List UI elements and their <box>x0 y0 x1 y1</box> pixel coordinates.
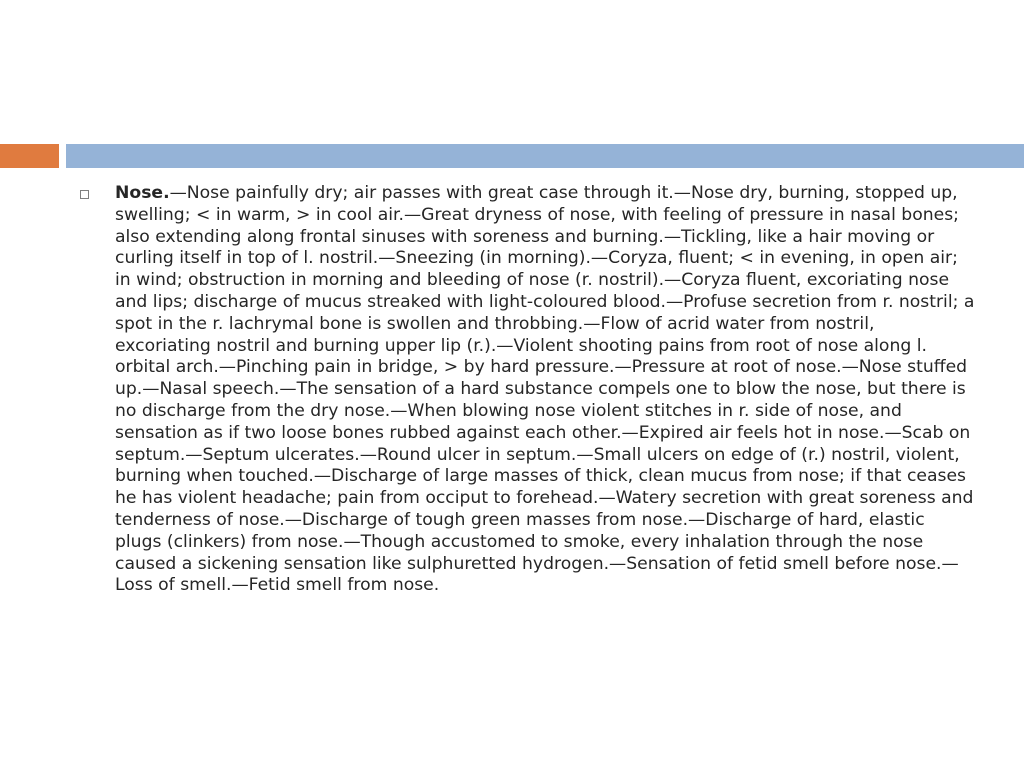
accent-bar-blue <box>66 144 1024 168</box>
section-heading: Nose. <box>115 183 170 203</box>
section-text: —Nose painfully dry; air passes with great case through it.—Nose dry, burning, stopped up, swelling; < in warm, > in cool air.—Great dryness of nose, with feeling of pressure in nasal bones; also extending along frontal sinuses with soreness and burning.—Tickling, like a hair moving or curling itself in top of l. nostril.—Sneezing (in morning).—Coryza, fluent; < in evening, in open air; in wind; obstruction in morning and bleeding of nose (r. nostril).—Coryza fluent, excoriating nose and lips; discharge of mucus streaked with light-coloured blood.—Profuse secretion from r. nostril; a spot in the r. lachrymal bone is swollen and throbbing.—Flow of acrid water from nostril, excoriating nostril and burning upper lip (r.).—Violent shooting pains from root of nose along l. orbital arch.—Pinching pain in bridge, > by hard pressure.—Pressure at root of nose.—Nose stuffed up.—Nasal speech.—The sensation of a hard substance compels one to blow the nose, but there is no discharge from the dry nose.—When blowing nose violent stitches in r. side of nose, and sensation as if two loose bones rubbed against each other.—Expired air feels hot in nose.—Scab on septum.—Septum ulcerates.—Round ulcer in septum.—Small ulcers on edge of (r.) nostril, violent, burning when touched.—Discharge of large masses of thick, clean mucus from nose; if that ceases he has violent headache; pain from occiput to forehead.—Watery secretion with great soreness and tenderness of nose.—Discharge of tough green masses from nose.—Discharge of hard, elastic plugs (clinkers) from nose.—Though accustomed to smoke, every inhalation through the nose caused a sickening sensation like sulphuretted hydrogen.—Sensation of fetid smell before nose.—Loss of smell.—Fetid smell from nose. <box>115 183 975 596</box>
hollow-square-bullet-icon <box>80 190 89 199</box>
accent-bar-orange <box>0 144 59 168</box>
body-paragraph <box>115 183 975 597</box>
